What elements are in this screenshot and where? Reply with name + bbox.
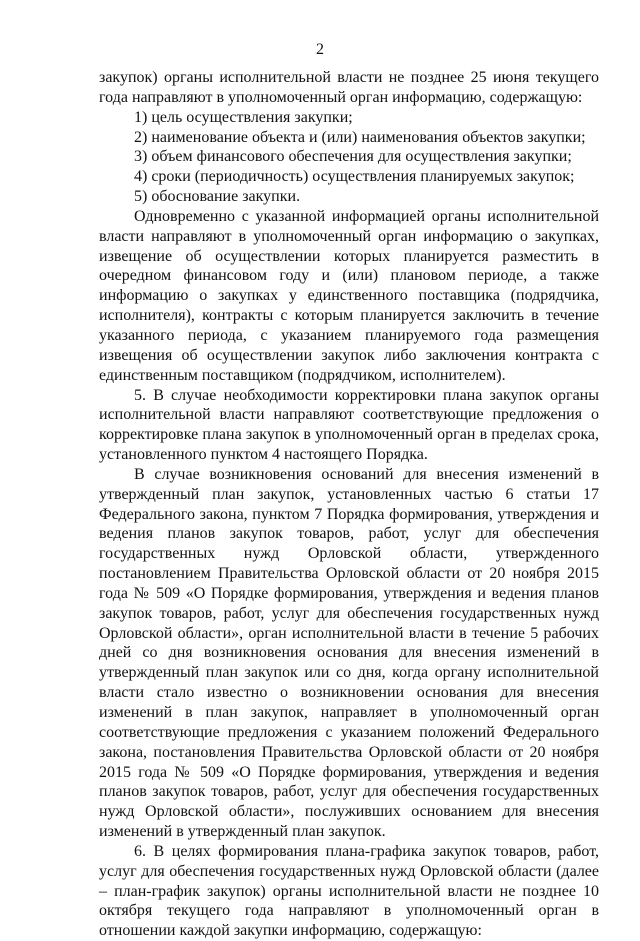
paragraph-clause-5: 5. В случае необходимости корректировки плана закупок органы исполнительной власти направляют соответствующие предложения о корректировке плана закупок в уполномоченный орган в пределах срока, установленного пунктом 4 настоящего Порядка. [99,386,599,464]
list-item: 5) обоснование закупки. [134,188,301,206]
paragraph-clause-6: 6. В целях формирования плана-графика закупок товаров, работ, услуг для обеспечения государственных нужд Орловской области (далее – план-график закупок) органы исполнительной власти не позднее 10 октября текущего года направляют в уполномоченный орган в отношении каждой закупки информацию, содержащую: [99,842,599,940]
paragraph-continuation: закупок) органы исполнительной власти не позднее 25 июня текущего года направляют в уполномоченный орган информацию, содержащую: [99,69,599,106]
document-body [99,68,599,941]
list-item: 1) цель осуществления закупки; [134,108,353,126]
page-number: 2 [316,41,324,58]
paragraph: Одновременно с указанной информацией органы исполнительной власти направляют в уполномоченный орган информацию о закупках, извещение об осуществлении которых планируется разместить в очередном финансовом году и (или) плановом периоде, а также информацию о закупках у единственного поставщика (подрядчика, исполнителя), контракты с которым планируется заключить в течение указанного периода, с указанием планируемого года размещения извещения об осуществлении закупок либо заключения контракта с единственным поставщиком (подрядчиком, исполнителем). [99,207,599,384]
list-item: 2) наименование объекта и (или) наименования объектов закупки; [134,128,586,146]
list-item: 4) сроки (периодичность) осуществления планируемых закупок; [134,168,575,186]
paragraph: В случае возникновения оснований для внесения изменений в утвержденный план закупок, установленных частью 6 статьи 17 Федерального закона, пунктом 7 Порядка формирования, утверждения и ведения планов закупок товаров, работ, услуг для обеспечения государственных нужд Орловской области, утвержденного постановлением Правительства Орловской области от 20 ноября 2015 года № 509 «О Порядке формирования, утверждения и ведения планов закупок товаров, работ, услуг для обеспечения государственных нужд Орловской области», орган исполнительной власти в течение 5 рабочих дней со дня возникновения основания для внесения изменений в утвержденный план закупок или со дня, когда органу исполнительной власти стало известно о возникновении основания для внесения изменений в план закупок, направляет в уполномоченный орган соответствующие предложения с указанием положений Федерального закона, постановления Правительства Орловской области от 20 ноября 2015 года № 509 «О Порядке формирования, утверждения и ведения планов закупок товаров, работ, услуг для обеспечения государственных нужд Орловской области», послуживших основанием для внесения изменений в утвержденный план закупок. [99,465,599,841]
list-item: 3) объем финансового обеспечения для осуществления закупки; [134,148,572,166]
